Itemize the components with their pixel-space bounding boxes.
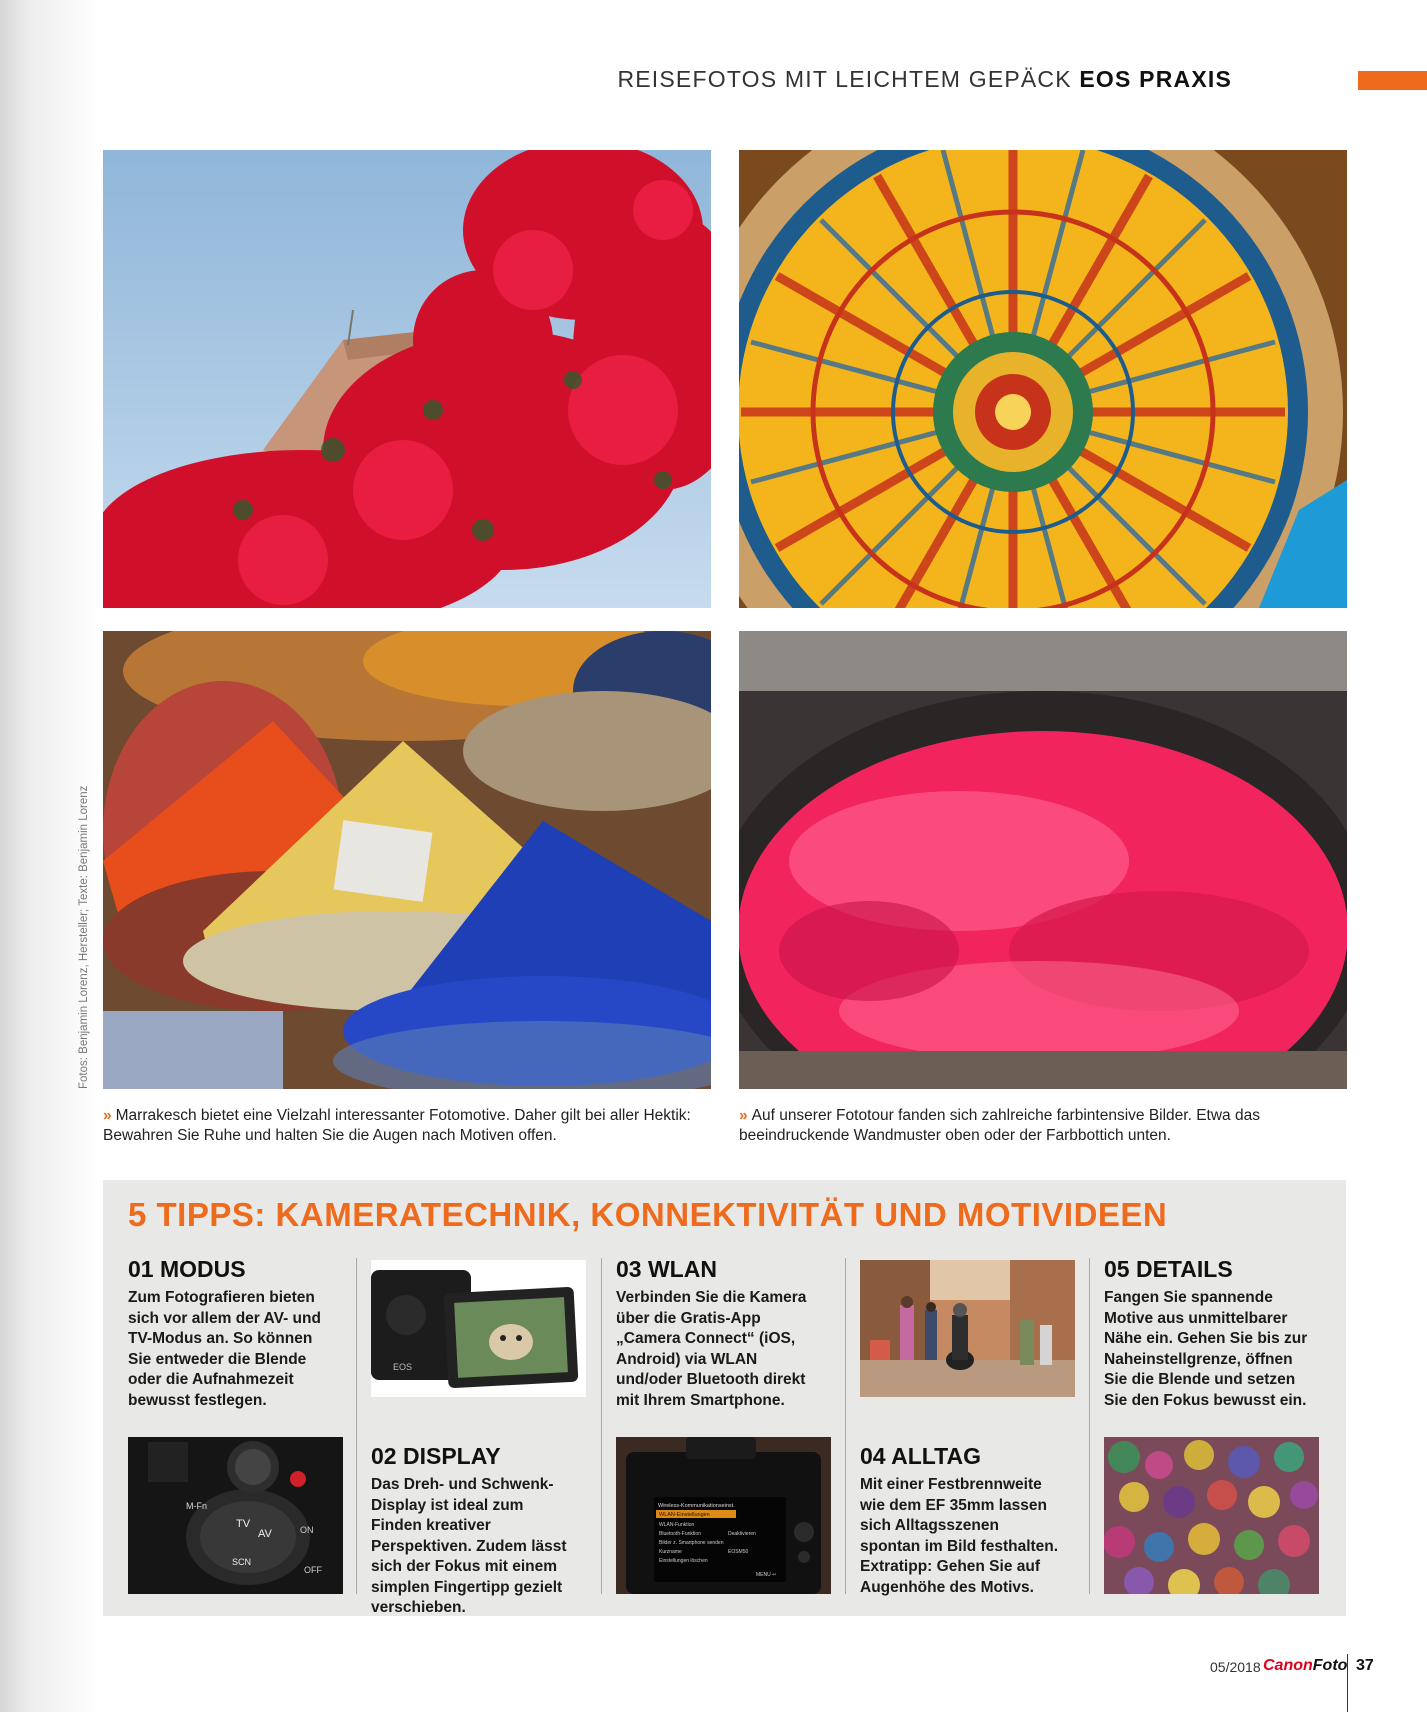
header-accent-bar bbox=[1358, 71, 1427, 90]
dial-label: ON bbox=[300, 1525, 314, 1535]
menu-item: Kurzname bbox=[659, 1549, 682, 1555]
thumb-flip-display-camera bbox=[371, 1260, 586, 1397]
tip-01-text: Zum Fotografieren bieten sich vor allem der AV- und TV-Modus an. So können Sie entweder die Blende oder die Aufnahmezeit bewusst festlegen. bbox=[128, 1289, 321, 1409]
photo-bougainvillea bbox=[103, 150, 711, 608]
tip-05-heading: 05 DETAILS bbox=[1104, 1256, 1233, 1282]
dial-label: TV bbox=[236, 1518, 251, 1530]
tip-01-heading: 01 MODUS bbox=[128, 1256, 246, 1282]
tip-03-text: Verbinden Sie die Kamera über die Gratis-App „Camera Connect“ (iOS, Android) via WLAN und/oder Bluetooth direkt mit Ihrem Smartphone. bbox=[616, 1289, 807, 1409]
menu-item: WLAN-Funktion bbox=[659, 1522, 695, 1528]
menu-item: WLAN-Einstellungen bbox=[659, 1512, 710, 1518]
menu-value: EOSM50 bbox=[728, 1549, 749, 1555]
tip-04-heading: 04 ALLTAG bbox=[860, 1443, 981, 1469]
menu-item: Einstellungen löschen bbox=[659, 1558, 708, 1564]
thumb-wlan-menu bbox=[616, 1437, 831, 1594]
tip-02-text: Das Dreh- und Schwenk-Display ist ideal zum Finden kreativer Perspektiven. Zudem lässt sich der Fokus mit einem simplen Fingertipp gezielt verschieben. bbox=[371, 1476, 567, 1616]
column-divider bbox=[845, 1258, 846, 1594]
header-section: EOS PRAXIS bbox=[1079, 66, 1232, 92]
caption-left bbox=[103, 1106, 703, 1146]
brand-canon: Canon bbox=[1263, 1657, 1313, 1674]
photo-pigment-powders bbox=[103, 631, 711, 1089]
double-chevron-right-icon: » bbox=[103, 1107, 112, 1124]
brand-logo bbox=[1263, 1657, 1347, 1675]
caption-right-text: Auf unserer Fototour fanden sich zahlreiche farbintensive Bilder. Etwa das beeindruckende Wandmuster oben oder der Farbbottich unten. bbox=[739, 1107, 1260, 1144]
thumb-mode-dial bbox=[128, 1437, 343, 1594]
menu-value: Deaktivieren bbox=[728, 1531, 756, 1537]
caption-right bbox=[739, 1106, 1339, 1146]
menu-item: Bilder z. Smartphone senden bbox=[659, 1540, 724, 1546]
caption-left-text: Marrakesch bietet eine Vielzahl interessanter Fotomotive. Daher gilt bei aller Hektik: Bewahren Sie Ruhe und halten Sie die Augen nach Motiven offen. bbox=[103, 1107, 691, 1144]
column-divider bbox=[1089, 1258, 1090, 1594]
tip-05-text: Fangen Sie spannende Motive aus unmittelbarer Nähe ein. Gehen Sie bis zur Naheinstellgrenze, öffnen Sie die Blende und setzen Sie den Fokus bewusst ein. bbox=[1104, 1289, 1308, 1409]
photo-dye-vat bbox=[739, 631, 1347, 1089]
tip-04-text: Mit einer Festbrennweite wie dem EF 35mm lassen sich Alltagsszenen spontan im Bild festhalten. Extratipp: Gehen Sie auf Augenhöhe des Motivs. bbox=[860, 1476, 1059, 1596]
tip-03-heading: 03 WLAN bbox=[616, 1256, 717, 1282]
eos-logo-text: EOS bbox=[393, 1362, 413, 1372]
issue-date: 05/2018 bbox=[1210, 1659, 1261, 1675]
dial-label: AV bbox=[258, 1528, 272, 1540]
tips-title: 5 TIPPS: KAMERATECHNIK, KONNEKTIVITÄT UND MOTIVIDEEN bbox=[128, 1196, 1168, 1233]
photo-ornament-ceiling bbox=[739, 150, 1347, 608]
dial-label: SCN bbox=[232, 1557, 252, 1567]
menu-title: Wireless-Kommunikationseinst. bbox=[658, 1503, 735, 1509]
menu-item: Bluetooth-Funktion bbox=[659, 1531, 701, 1537]
page-number: 37 bbox=[1356, 1657, 1374, 1674]
brand-foto: Foto bbox=[1312, 1657, 1348, 1674]
running-header bbox=[617, 66, 1232, 93]
tip-02-heading: 02 DISPLAY bbox=[371, 1443, 501, 1469]
column-divider bbox=[601, 1258, 602, 1594]
dial-label: M-Fn bbox=[186, 1501, 207, 1511]
thumb-street-scene bbox=[860, 1260, 1075, 1397]
double-chevron-right-icon: » bbox=[739, 1107, 748, 1124]
column-divider bbox=[356, 1258, 357, 1594]
thumb-colorful-details bbox=[1104, 1437, 1319, 1594]
menu-back-label: MENU ↩ bbox=[756, 1572, 777, 1578]
footer-divider bbox=[1347, 1654, 1348, 1712]
header-topic: REISEFOTOS MIT LEICHTEM GEPÄCK bbox=[617, 66, 1072, 92]
dial-label: OFF bbox=[304, 1565, 322, 1575]
photo-credit: Fotos: Benjamin Lorenz, Hersteller; Texte: Benjamin Lorenz bbox=[78, 785, 90, 1089]
